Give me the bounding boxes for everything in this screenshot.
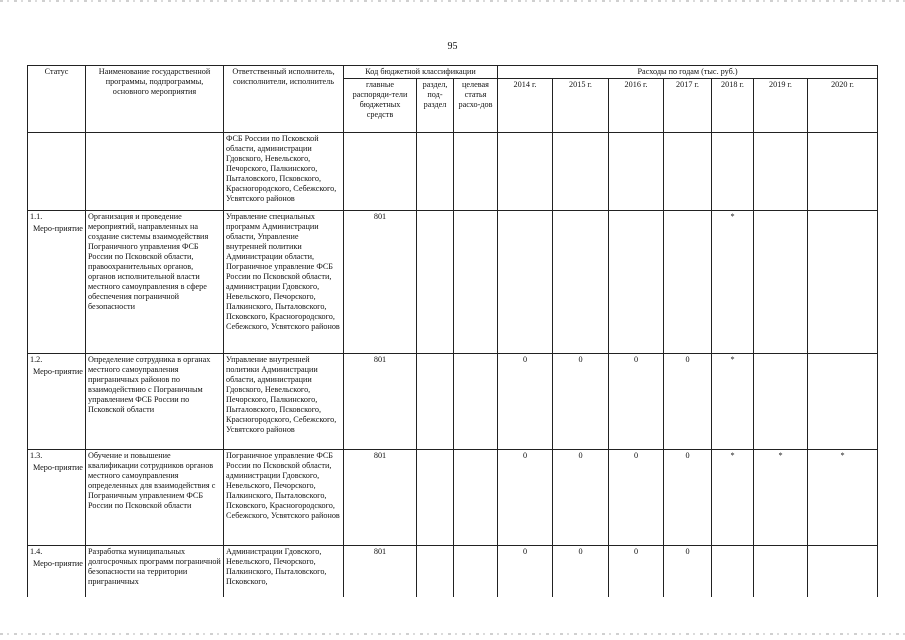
code-target-cell [454,354,498,450]
header-code-section: раздел, под-раздел [417,79,454,133]
value-cell: * [754,450,808,546]
table-row [28,450,878,546]
code-target-cell [454,133,498,211]
code-target-cell [454,546,498,597]
header-code-target: целевая статья расхо-дов [454,79,498,133]
status-number: 1.2. [30,355,43,364]
header-year: 2019 г. [754,79,808,133]
code-section-cell [417,450,454,546]
value-cell: 0 [553,450,609,546]
budget-table [27,65,878,597]
status-cell [28,546,86,597]
header-year: 2016 г. [609,79,664,133]
executor-cell: Управление внутренней политики Администрации области, администрации Гдовского, Невельского, Печорского, Палкинского, Пыталовского, Псковского, Красногородского, Себежского, Усвятского районов [224,354,344,450]
code-main-cell: 801 [344,546,417,597]
header-code-main: главные распоряди-тели бюджетных средств [344,79,417,133]
header-year: 2018 г. [712,79,754,133]
value-cell [553,133,609,211]
scan-top-edge [0,0,905,2]
header-status: Статус [28,66,86,133]
value-cell: 0 [664,354,712,450]
header-row [28,66,878,79]
value-cell: * [712,450,754,546]
value-cell [553,211,609,354]
name-cell: Организация и проведение мероприятий, направленных на создание системы взаимодействия Пограничного управления ФСБ России по Псковской области, правоохранительных органов, органов исполнительной власти местного самоуправления в сфере обеспечения пограничной безопасности [86,211,224,354]
code-main-cell: 801 [344,354,417,450]
header-executor: Ответственный исполнитель, соисполнители, исполнитель [224,66,344,133]
name-cell: Определение сотрудника в органах местного самоуправления приграничных районов по взаимодействию с Пограничным управлением ФСБ России по Псковской области [86,354,224,450]
value-cell: * [712,211,754,354]
value-cell [754,546,808,597]
header-year: 2015 г. [553,79,609,133]
value-cell: 0 [498,354,553,450]
value-cell [754,133,808,211]
header-name: Наименование государственной программы, подпрограммы, основного мероприятия [86,66,224,133]
code-main-cell [344,133,417,211]
header-year: 2014 г. [498,79,553,133]
status-number: 1.4. [30,547,43,556]
status-number: 1.3. [30,451,43,460]
value-cell: 0 [553,354,609,450]
header-year: 2020 г. [808,79,878,133]
table-row [28,211,878,354]
status-cell [28,450,86,546]
value-cell: * [808,450,878,546]
name-cell: Разработка муниципальных долгосрочных программ пограничной безопасности на территории приграничных [86,546,224,597]
value-cell: 0 [664,546,712,597]
header-code-group: Код бюджетной классификации [344,66,498,79]
status-number: 1.1. [30,212,43,221]
value-cell [754,354,808,450]
header-year: 2017 г. [664,79,712,133]
code-main-cell: 801 [344,211,417,354]
status-type: Меро-приятие [33,463,83,472]
value-cell [498,211,553,354]
value-cell: 0 [609,450,664,546]
page-number: 95 [447,41,458,52]
status-cell [28,354,86,450]
value-cell: 0 [553,546,609,597]
name-cell: Обучение и повышение квалификации сотрудников органов местного самоуправления определенных для взаимодействия с Пограничным управлением ФСБ России по Псковской области [86,450,224,546]
value-cell: 0 [498,450,553,546]
value-cell: 0 [664,450,712,546]
code-section-cell [417,546,454,597]
value-cell [664,133,712,211]
value-cell [712,546,754,597]
scan-bottom-edge [0,633,905,635]
value-cell [609,133,664,211]
status-cell [28,133,86,211]
value-cell [498,133,553,211]
value-cell [808,133,878,211]
name-cell [86,133,224,211]
code-section-cell [417,211,454,354]
code-section-cell [417,354,454,450]
status-cell [28,211,86,354]
code-section-cell [417,133,454,211]
code-main-cell: 801 [344,450,417,546]
header-expenses-group: Расходы по годам (тыс. руб.) [498,66,878,79]
executor-cell: Пограничное управление ФСБ России по Псковской области, администрации Гдовского, Невельского, Печорского, Палкинского, Пыталовского, Псковского, Красногородского, Себежского, Усвятского районов [224,450,344,546]
table-row [28,546,878,597]
table-row [28,133,878,211]
value-cell: * [712,354,754,450]
value-cell [808,546,878,597]
table-row [28,354,878,450]
code-target-cell [454,450,498,546]
value-cell [664,211,712,354]
value-cell: 0 [498,546,553,597]
value-cell [808,354,878,450]
value-cell [808,211,878,354]
status-type: Меро-приятие [33,224,83,233]
status-type: Меро-приятие [33,367,83,376]
value-cell [712,133,754,211]
value-cell: 0 [609,354,664,450]
status-type: Меро-приятие [33,559,83,568]
value-cell: 0 [609,546,664,597]
executor-cell: ФСБ России по Псковской области, администрации Гдовского, Невельского, Печорского, Палкинского, Пыталовского, Псковского, Красногородского, Себежского, Усвятского районов [224,133,344,211]
executor-cell: Администрации Гдовского, Невельского, Печорского, Палкинского, Пыталовского, Псковского, [224,546,344,597]
value-cell [609,211,664,354]
value-cell [754,211,808,354]
executor-cell: Управление специальных программ Администрации области, Управление внутренней политики Администрации области, Пограничное управление ФСБ России по Псковской области, администрации Гдовского, Невельского, Печорского, Палкинского, Пыталовского, Псковского, Красногородского, Себежского, Усвятского районов [224,211,344,354]
code-target-cell [454,211,498,354]
